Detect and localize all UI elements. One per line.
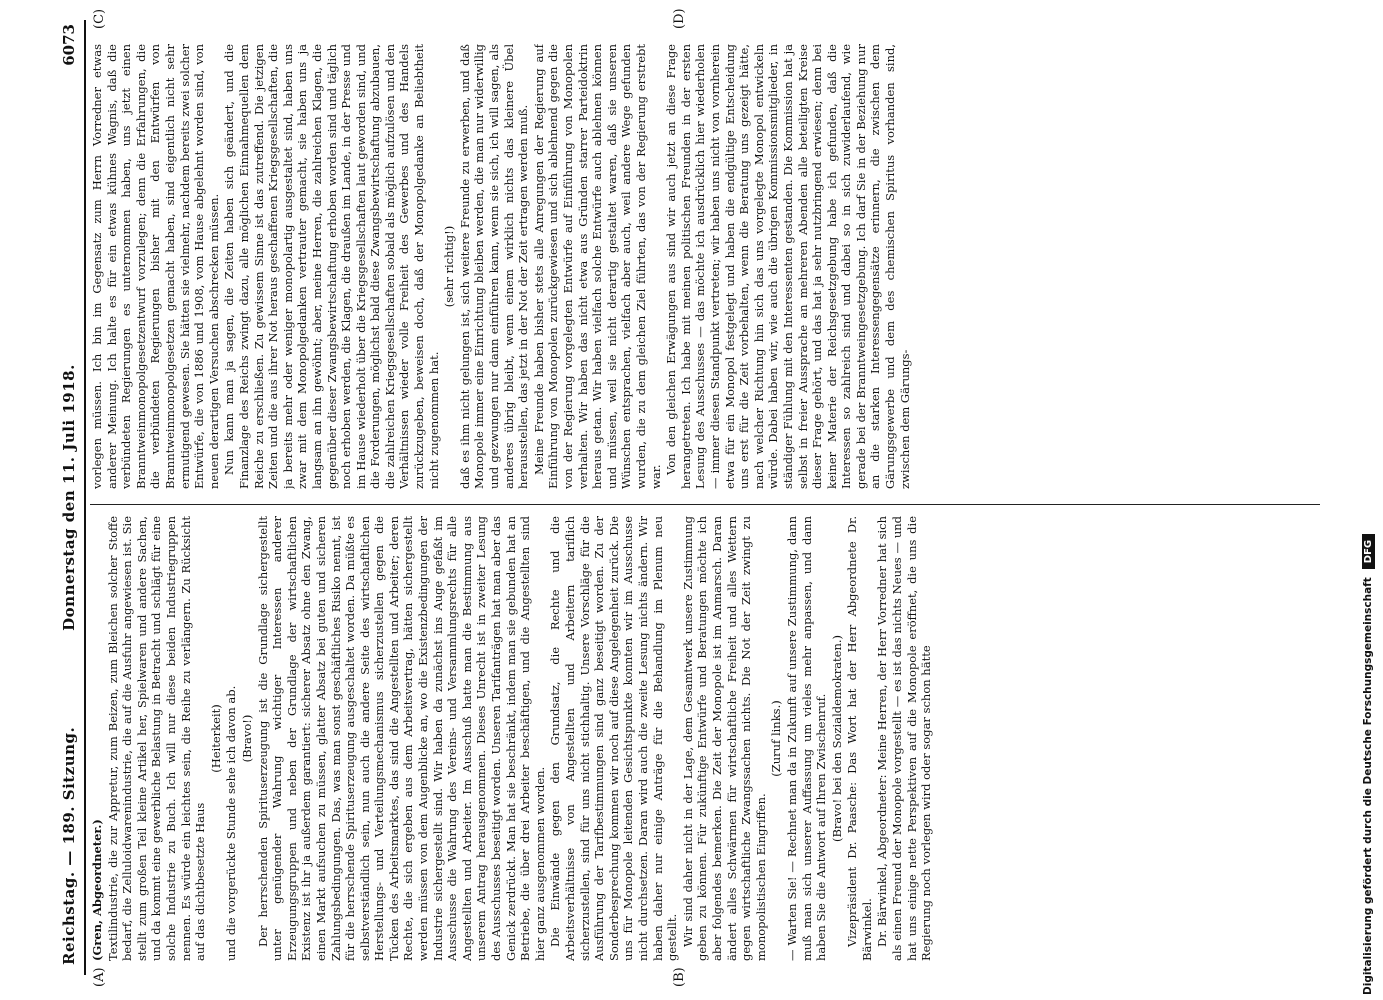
- page-header: [60, 20, 82, 975]
- right_column-paragraph: Von den gleichen Erwägungen aus sind wir auch jetzt an diese Frage herangetreten. Ich habe mit meinen politischen Freunden in der ersten Lesung des Ausschusses — das möchte ich ausdrücklich hier wiederholen — immer diesen Standpunkt vertreten; wir haben uns nicht von vornherein etwa für ein Monopol festgelegt und haben die endgültige Entscheidung uns erst für die Zeit vorbehalten, wenn die Beratung uns gezeigt hätte, nach welcher Richtung hin sich das uns vorgelegte Monopol entwickeln würde. Dabei haben wir, wie auch die übrigen Kommissionsmitglieder, in ständiger Fühlung mit den Interessenten gestanden. Die Kommission hat ja selbst in freier Aussprache an mehreren Abenden alle beteiligten Kreise dieser Frage gehört, und das hat ja sehr nutzbringend erwiesen; denn bei keiner Materie der Reichsgesetzgebung habe ich gefunden, daß die Interessen so zahlreich sind und dabei so in sich zuwiderlaufend, wie gerade bei der Branntweingesetzgebung. Ich darf Sie in der Beziehung nur an die starken Interessengegensätze erinnern, die zwischen dem Gärungsgewerbe und dem des chemischen Spiritus vorhanden sind, zwischen dem Gärungs-: [664, 44, 912, 489]
- left_column-paragraph: Der herrschenden Spirituserzeugung ist die Grundlage sichergestellt unter genügender Wahrung wichtiger Interessen anderer Erzeugungsgruppen und neben der Grundlage der wirtschaftlichen Existenz ist ihr ja außerdem garantiert: sicherer Absatz ohne den Zwang, einen Markt aufsuchen zu müssen, glatter Absatz bei guten und sicheren Zahlungsbedingungen. Das, was man sonst geschäftliches Risiko nennt, ist für die herrschende Spirituserzeugung ausgeschaltet worden. Da müßte es selbstverständlich sein, nun auch die andere Seite des wirtschaftlichen Herstellungs- und Verteilungsmechanismus sicherzustellen gegen die Tücken des Arbeitsmarktes, das sind die Angestellten und Arbeiter; deren Rechte, die sich ergeben aus dem Arbeitsvertrag, hätten sichergestellt werden müssen von dem Augenblicke an, wo die Existenzbedingungen der Industrie sichergestellt sind. Wir haben da zunächst ins Auge gefaßt im Ausschusse die Wahrung des Vereins- und Versammlungsrechts für alle Angestellten und Arbeiter. Im Ausschuß hatte man die Bestimmung aus unserem Antrag herausgenommen. Dieses Unrecht ist in zweiter Lesung des Ausschusses beseitigt worden. Unseren Tarifanträgen hat man aber das Genick zerdrückt. Man hat sie beschränkt, indem man sie gebunden hat an Betriebe, die über drei Arbeiter beschäftigen, und die Angestellten sind hier ganz ausgenommen worden.: [255, 516, 547, 961]
- digitization-credit: [1357, 5, 1379, 995]
- left_column-paragraph: Vizepräsident Dr. Paasche: Das Wort hat der Herr Abgeordnete Dr. Bärwinkel.: [845, 516, 874, 961]
- right_column-paragraph: daß es ihm nicht gelungen ist, sich weitere Freunde zu erwerben, und daß Monopole immer eine Einrichtung bleiben werden, die man nur widerwillig und gezwungen nur dann einführen kann, wenn sie sich, ich will sagen, als anderes übrig bleibt, wenn einem wirklich nichts das kleinere Übel herausstellen, das jetzt in der Not der Zeit ertragen werden muß.: [457, 44, 531, 489]
- header-session: Reichstag. — 189. Sitzung.: [60, 726, 78, 965]
- margin-marker-b: (B): [672, 967, 687, 987]
- left_column-paragraph: Dr. Bärwinkel, Abgeordneter: Meine Herren, der Herr Vorredner hat sich als einen Freund der Monopole vorgestellt — es ist das nichts Neues — und hat uns einige nette Perspektiven auf die Monopole eröffnet, die uns die Regierung noch vorlegen wird oder sogar schon hätte: [875, 516, 934, 961]
- left_column-paragraph: (Heiterkeit): [208, 704, 223, 773]
- page-number: 6073: [60, 24, 78, 66]
- right_column-paragraph: Meine Freunde haben bisher stets alle Anregungen der Regierung auf Einführung von Monopolen zurückgewiesen und sich ablehnend gegen die von der Regierung vorgelegten Entwürfe auf Einführung von Monopolen verhalten. Wir haben das nicht etwa aus Gründen starrer Parteidoktrin heraus getan. Wir haben vielfach solche Entwürfe auch ablehnen können und müssen, weil sie nicht derartig gestaltet waren, daß sie unseren Wünschen entsprachen, vielfach aber auch, weil andere Wege gefunden wurden, die zu dem gleichen Ziel führten, das von der Regierung erstrebt war.: [531, 44, 663, 489]
- left_column-paragraph: (Bravo!): [239, 714, 254, 763]
- left-column: [90, 516, 1320, 961]
- margin-marker-a: (A): [92, 967, 107, 987]
- left_column-paragraph: (Bravo! bei den Sozialdemokraten.): [829, 634, 844, 843]
- left_column-paragraph: (Gren, Abgeordneter.): [90, 819, 104, 961]
- left_column-paragraph: — Warten Sie! — Rechnet man da in Zukunft auf unsere Zustimmung, dann muß man sich unserer Auffassung um vieles mehr anpassen, und dann haben Sie die Antwort auf Ihren Zwischenruf.: [784, 516, 829, 961]
- left_column-paragraph: Textilindustrie, die zur Appretur, zum Beizen, zum Bleichen solcher Stoffe bedarf, die Zelluloidwarenindustrie, die auf die Ausfuhr angewiesen ist. Sie stellt zum großen Teil kleine Artikel her, Spielwaren und andere Sachen, und da kommt eine gewerbliche Belastung in Betracht und schlägt für eine solche Industrie zu Buch. Ich will nur diese beiden Industriegruppen nennen. Es würde ein leichtes sein, die Reihe zu verlängern. Zu Rücksicht auf das dichtbesetzte Haus: [105, 516, 208, 961]
- left_column-paragraph: Wir sind daher nicht in der Lage, dem Gesamtwerk unsere Zustimmung geben zu können. Für zukünftige Entwürfe und Beratungen möchte ich aber folgendes bemerken. Die Zeit der Monopole ist im Anmarsch. Daran ändert alles Schwärmen für wirtschaftliche Freiheit und alles Wettern gegen wirtschaftliche Zwangssachen nichts. Die Not der Zeit zwingt zu monopolistischen Eingriffen.: [680, 516, 768, 961]
- right_column-paragraph: Nun kann man ja sagen, die Zeiten haben sich geändert, und die Finanzlage des Reichs zwingt dazu, alle möglichen Einnahmequellen dem Reiche zu erschließen. Zu gewissem Sinne ist das zutreffend. Die jetzigen Zeiten und die aus ihrer Not heraus geschaffenen Kriegsgesellschaften, die ja bereits mehr oder weniger monopolartig ausgestaltet sind, haben uns zwar mit dem Monopolgedanken vertrauter gemacht, sie haben uns ja langsam an ihn gewöhnt; aber, meine Herren, die zahlreichen Klagen, die gegenüber dieser Zwangsbewirtschaftung erhoben worden sind und täglich noch erhoben werden, die Klagen, die draußen im Lande, in der Presse und im Hause wiederholt über die Kriegsgesellschaften laut geworden sind, und die Forderungen, möglichst bald diese Zwangsbewirtschaftung abzubauen, die zahlreichen Kriegsgesellschaften sobald als möglich aufzulösen und den Verhältnissen wieder volle Freiheit des Gewerbes und des Handels zurückzugeben, beweisen doch, daß der Monopolgedanke an Beliebtheit nicht zugenommen hat.: [222, 44, 441, 489]
- margin-marker-c: (C): [92, 8, 107, 29]
- column-divider: [90, 504, 1320, 505]
- right-column: [90, 44, 1320, 489]
- dfg-logo: DFG: [1362, 534, 1375, 569]
- left_column-paragraph: Die Einwände gegen den Grundsatz, die Rechte und die Arbeitsverhältnisse von Angestellten und Arbeitern tariflich sicherzustellen, sind für uns nicht stichhaltig. Unsere Vorschläge für die Ausführung der Tarifbestimmungen sind ganz beseitigt worden. Zu der Sonderbesprechung kommen wir noch auf diese Angelegenheit zurück. Die uns für Monopole leitenden Gesichtspunkte konnten wir im Ausschusse nicht durchsetzen. Daran wird auch die zweite Lesung nichts ändern. Wir haben daher nur einige Anträge für die Behandlung im Plenum neu gestellt.: [548, 516, 680, 961]
- left_column-paragraph: (Zuruf links.): [769, 700, 784, 777]
- left_column-paragraph: und die vorgerückte Stunde sehe ich davon ab.: [224, 685, 239, 961]
- header-date: Donnerstag den 11. Juli 1918.: [60, 364, 78, 631]
- document-page: [60, 8, 1325, 987]
- right_column-paragraph: (sehr richtig!): [442, 225, 457, 308]
- margin-marker-d: (D): [672, 8, 687, 29]
- header-rule: [84, 20, 86, 975]
- digitization-note: Digitalisierung gefördert durch die Deutsche Forschungsgemeinschaft: [1362, 577, 1374, 995]
- right_column-paragraph: vorlegen müssen. Ich bin im Gegensatz zum Herrn Vorredner etwas anderer Meinung. Ich halte es für ein etwas kühnes Wagnis, daß die verbündeten Regierungen es unternommen haben, uns jetzt einen Branntweinmonopolgesetzentwurf vorzulegen; denn die Erfahrungen, die die verbündeten Regierungen bisher mit den Entwürfen von Branntweinmonopolgesetzen gemacht haben, sind eigentlich nicht sehr ermutigend gewesen. Sie hätten sie vielmehr, nachdem bereits zwei solcher Entwürfe, die von 1886 und 1908, vom Hause abgelehnt worden sind, von neuen derartigen Versuchen abschrecken müssen.: [90, 44, 221, 489]
